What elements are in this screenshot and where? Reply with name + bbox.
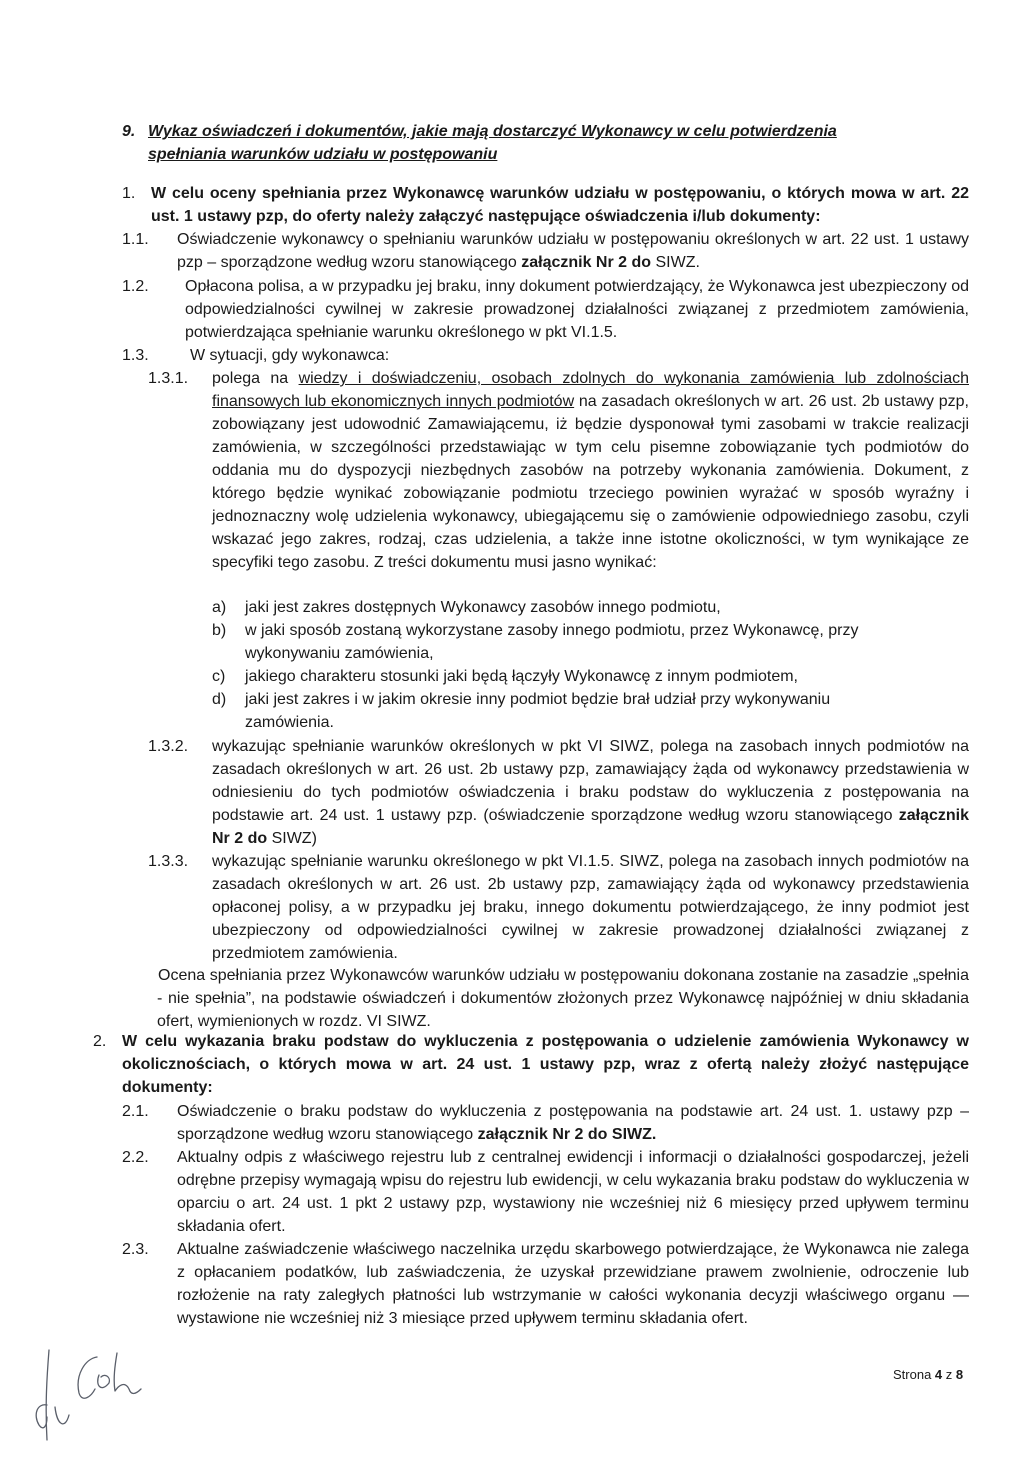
item-1-3-2-attachment-ref: załącznik Nr 2 do <box>212 807 969 847</box>
item-2-1-attachment-ref: załącznik Nr 2 do SIWZ. <box>477 1126 657 1143</box>
section-number: 9. <box>122 123 136 140</box>
item-1-3-1-underlined: wiedzy i doświadczeniu, osobach zdolnych do wykonania zamówienia lub zdolnościach finansowych lub ekonomicznych innych podmiotów <box>212 370 969 410</box>
item-1-3-3-text: wykazując spełnianie warunku określonego w pkt VI.1.5. SIWZ, polega na zasobach innych podmiotów na zasadach określonych w art. 26 ust. 2b ustawy pzp, zamawiający żąda od wykonawcy przedstawienia opłaconej polisy, a w przypadku jej braku, innego dokumentu potwierdzającego, że inny podmiot jest ubezpieczony od odpowiedzialności cywilnej w zakresie prowadzonej działalności związanej z przedmiotem zamówienia. <box>212 853 969 962</box>
page-number-prefix: Strona <box>893 1367 935 1382</box>
item-1-2-text: Opłacona polisa, a w przypadku jej braku, inny dokument potwierdzający, że Wykonawca jest ubezpieczony od odpowiedzialności cywilnej w zakresie prowadzonej działalności związanej z przedmiotem zamówienia, potwierdzająca spełnianie warunku określonego w pkt VI.1.5. <box>185 278 969 341</box>
list-item <box>212 596 969 619</box>
item-1-text: W celu oceny spełniania przez Wykonawcę warunków udziału w postępowaniu, o których mowa w art. 22 ust. 1 ustawy pzp, do oferty należy załączyć następujące oświadczenia i/lub dokumenty: <box>151 185 969 225</box>
list-item-text: jaki jest zakres i w jakim okresie inny podmiot będzie brał udział przy wykonywaniu zamówienia. <box>245 691 831 731</box>
list-item <box>212 665 969 688</box>
page-number <box>893 1367 963 1383</box>
item-1-1-attachment-ref: załącznik Nr 2 do <box>521 254 652 271</box>
list-item-text: jaki jest zakres dostępnych Wykonawcy zasobów innego podmiotu, <box>245 599 721 616</box>
item-2-2-text: Aktualny odpis z właściwego rejestru lub z centralnej ewidencji i informacji o działalności gospodarczej, jeżeli odrębne przepisy wymagają wpisu do rejestru lub ewidencji, w celu wykazania braku podstaw do wykluczenia w oparciu o art. 24 ust. 1 pkt 2 ustawy pzp, wystawiony nie wcześniej niż 6 miesięcy przed upływem terminu składania ofert. <box>177 1149 969 1235</box>
item-1-1-number: 1.1. <box>122 231 149 248</box>
section-title <box>148 120 908 166</box>
handwritten-signature <box>25 1345 165 1445</box>
list-marker: d) <box>212 691 227 708</box>
page-number-total: 8 <box>955 1367 964 1382</box>
item-2-3-number: 2.3. <box>122 1241 149 1258</box>
item-1-3-3-number: 1.3.3. <box>148 853 189 870</box>
item-1-3-1-text-rest: na zasadach określonych w art. 26 ust. 2b ustawy pzp, zobowiązany jest udowodnić Zamawiającemu, iż będzie dysponował tymi zasobami w trakcie realizacji zamówienia, w szczególności przedstawiając w tym celu pisemne zobowiązanie tych podmiotów do oddania mu do dyspozycji niezbędnych zasobów na potrzeby wykonania zamówienia. Dokument, z którego będzie wynikać zobowiązanie podmiotu trzeciego powinien wyrażać w sposób wyraźny i jednoznaczny wolę udzielenia wykonawcy, ubiegającemu się o zamówienie odpowiedniego zasobu, czyli wskazać jego zakres, rodzaj, czas udzielenia, a także inne istotne okoliczności, w tym wynikające ze specyfiki tego zasobu. Z treści dokumentu musi jasno wynikać: <box>212 393 969 571</box>
list-marker: c) <box>212 668 226 685</box>
item-1-1-text-end: SIWZ. <box>651 254 700 271</box>
item-2-3-text: Aktualne zaświadczenie właściwego naczelnika urzędu skarbowego potwierdzające, że Wykonawca nie zalega z opłacaniem podatków, lub zaświadczenia, że uzyskał przewidziane prawem zwolnienie, odroczenie lub rozłożenie na raty zaległych płatności lub wstrzymanie w całości wykonania decyzji właściwego organu — wystawione nie wcześniej niż 3 miesiące przed upływem terminu składania ofert. <box>177 1241 969 1327</box>
item-1-3-number: 1.3. <box>122 347 149 364</box>
page-number-separator: z <box>942 1367 956 1382</box>
item-1-3-1-number: 1.3.1. <box>148 370 189 387</box>
item-2-2-number: 2.2. <box>122 1149 149 1166</box>
list-marker: a) <box>212 599 227 616</box>
item-1-3-2-text <box>212 735 969 850</box>
item-1-number: 1. <box>122 185 136 202</box>
item-1-3-1-text-start: polega na <box>212 370 299 387</box>
page-number-current: 4 <box>934 1367 943 1382</box>
item-2-number: 2. <box>93 1033 107 1050</box>
item-2-1-text <box>177 1100 969 1146</box>
list-item <box>212 688 969 734</box>
item-1-1-text <box>177 228 969 274</box>
sublist <box>212 596 969 734</box>
item-2-1-number: 2.1. <box>122 1103 149 1120</box>
list-item-text: jakiego charakteru stosunki jaki będą łączyły Wykonawcę z innym podmiotem, <box>245 668 798 685</box>
list-item <box>212 619 969 665</box>
item-1-3-2-number: 1.3.2. <box>148 738 189 755</box>
item-1-3-2-text-end: SIWZ) <box>267 830 317 847</box>
item-1-3-2-text-main: wykazując spełnianie warunków określonych w pkt VI SIWZ, polega na zasobach innych podmiotów na zasadach określonych w art. 26 ust. 2b ustawy pzp, zamawiający żąda od wykonawcy przedstawienia w odniesieniu do tych podmiotów oświadczenia i braku podstaw do wykluczenia z postępowania na podstawie art. 24 ust. 1 ustawy pzp. (oświadczenie sporządzone według wzoru stanowiącego <box>212 738 969 824</box>
item-1-3-text: W sytuacji, gdy wykonawca: <box>190 347 390 364</box>
item-1-3-1-text <box>212 367 969 574</box>
list-marker: b) <box>212 622 227 639</box>
item-1-2-number: 1.2. <box>122 278 149 295</box>
list-item-text: w jaki sposób zostaną wykorzystane zasoby innego podmiotu, przez Wykonawcę, przy wykonywaniu zamówienia, <box>245 622 859 662</box>
section-title-line2: spełniania warunków udziału w postępowaniu <box>148 146 498 163</box>
item-2-text: W celu wykazania braku podstaw do wykluczenia z postępowania o udzielenie zamówienia Wykonawcy w okolicznościach, o których mowa w art. 24 ust. 1 ustawy pzp, wraz z ofertą należy złożyć następujące dokumenty: <box>122 1033 969 1096</box>
assessment-paragraph: Ocena spełniania przez Wykonawców warunków udziału w postępowaniu dokonana zostanie na zasadzie „spełnia - nie spełnia”, na podstawie oświadczeń i dokumentów złożonych przez Wykonawcę najpóźniej w dniu składania ofert, wymienionych w rozdz. VI SIWZ. <box>157 967 969 1030</box>
section-title-line1: Wykaz oświadczeń i dokumentów, jakie mają dostarczyć Wykonawcy w celu potwierdzenia <box>148 123 837 140</box>
item-1-1-text-main: Oświadczenie wykonawcy o spełnianiu warunków udziału w postępowaniu określonych w art. 22 ust. 1 ustawy pzp – sporządzone według wzoru stanowiącego <box>177 231 969 271</box>
item-2-1-text-main: Oświadczenie o braku podstaw do wykluczenia z postępowania na podstawie art. 24 ust. 1. ustawy pzp – sporządzone według wzoru stanowiącego <box>177 1103 969 1143</box>
